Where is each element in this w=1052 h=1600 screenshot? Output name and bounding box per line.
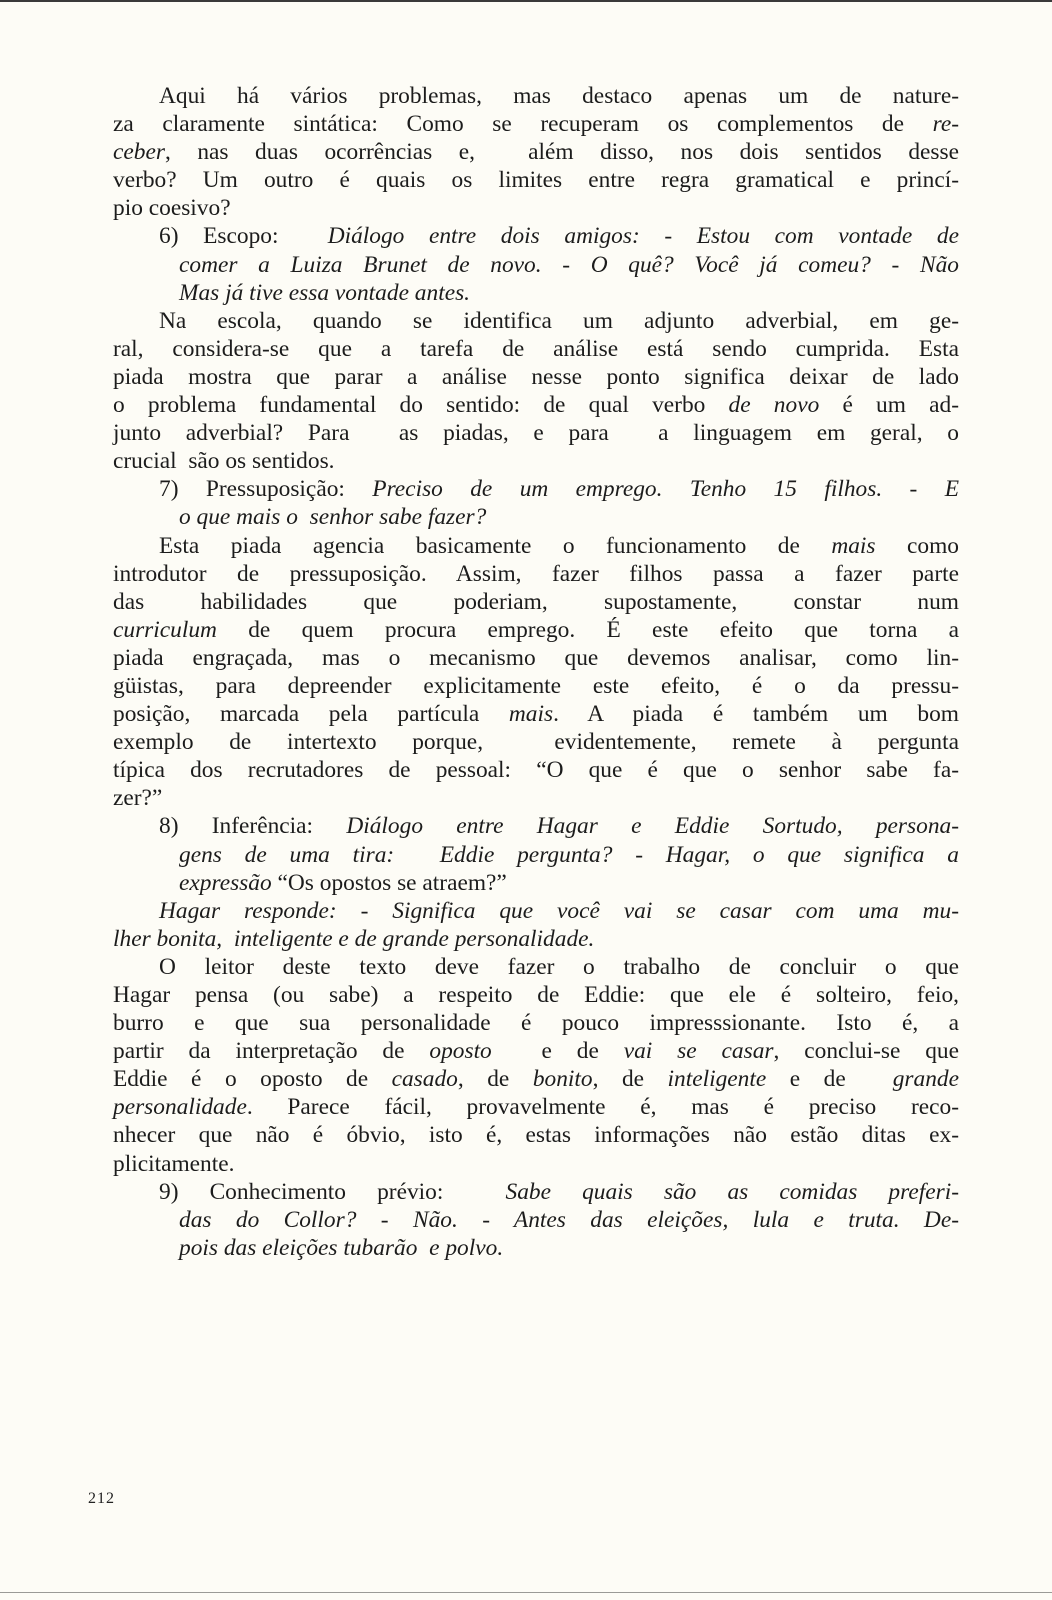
text-line bbox=[113, 532, 959, 560]
text-run: é um ad- bbox=[819, 392, 959, 419]
text-line bbox=[113, 279, 959, 307]
text-line bbox=[113, 1150, 959, 1178]
text-run: o problema fundamental do sentido: de qual verbo bbox=[113, 392, 729, 419]
text-line bbox=[113, 616, 959, 644]
italic-text-run: o que mais o senhor sabe fazer? bbox=[179, 504, 487, 531]
text-line bbox=[113, 841, 959, 869]
text-run: , nas duas ocorrências e, além disso, nos dois sentidos desse bbox=[164, 139, 959, 166]
text-line bbox=[113, 756, 959, 784]
text-line bbox=[113, 897, 959, 925]
text-line bbox=[113, 1037, 959, 1065]
italic-text-run: ceber bbox=[113, 139, 165, 166]
text-run: como bbox=[875, 532, 959, 559]
text-line bbox=[113, 363, 959, 391]
text-run: piada engraçada, mas o mecanismo que devemos analisar, como lin- bbox=[113, 644, 959, 671]
italic-text-run: Diálogo entre dois amigos: - Estou com vontade de bbox=[327, 223, 959, 250]
text-line bbox=[113, 1009, 959, 1037]
text-line bbox=[113, 251, 959, 279]
text-run: O leitor deste texto deve fazer o trabalho de concluir o que bbox=[159, 953, 959, 980]
text-run: , conclui-se que bbox=[773, 1038, 960, 1065]
page-bottom-edge bbox=[0, 1592, 1052, 1593]
text-run: . A piada é também um bom bbox=[553, 701, 959, 728]
text-line bbox=[113, 1178, 959, 1206]
italic-text-run: bonito bbox=[532, 1066, 593, 1093]
text-line bbox=[113, 644, 959, 672]
text-line bbox=[113, 953, 959, 981]
text-run: verbo? Um outro é quais os limites entre regra gramatical e princí- bbox=[113, 167, 959, 194]
text-line bbox=[113, 503, 959, 531]
paragraph-pressuposicao-analysis bbox=[113, 532, 959, 813]
italic-text-run: curriculum bbox=[113, 616, 217, 643]
italic-text-run: personalidade bbox=[113, 1094, 247, 1121]
text-line bbox=[113, 1065, 959, 1093]
text-run: típica dos recrutadores de pessoal: “O que é que o senhor sabe fa- bbox=[113, 757, 959, 784]
item-6-escopo bbox=[113, 222, 959, 306]
text-line bbox=[113, 307, 959, 335]
text-run: güistas, para depreender explicitamente este efeito, é o da pressu- bbox=[113, 672, 959, 699]
text-line bbox=[113, 560, 959, 588]
text-run: burro e que sua personalidade é pouco impresssionante. Isto é, a bbox=[113, 1010, 959, 1037]
text-line bbox=[113, 812, 959, 840]
paragraph-complementos bbox=[113, 82, 959, 222]
text-run: plicitamente. bbox=[113, 1150, 235, 1177]
text-line bbox=[113, 784, 959, 812]
text-run: crucial são os sentidos. bbox=[113, 448, 335, 475]
text-run: . Parece fácil, provavelmente é, mas é preciso reco- bbox=[246, 1094, 959, 1121]
text-run: Aqui há vários problemas, mas destaco apenas um de nature- bbox=[159, 83, 959, 109]
text-run: nhecer que não é óbvio, isto é, estas informações não estão ditas ex- bbox=[113, 1122, 959, 1149]
italic-text-run: Diálogo entre Hagar e Eddie Sortudo, persona- bbox=[346, 813, 959, 840]
text-line bbox=[113, 475, 959, 503]
text-line bbox=[113, 1121, 959, 1149]
italic-text-run: grande bbox=[892, 1066, 960, 1093]
italic-text-run: das do Collor? - Não. - Antes das eleições, lula e truta. De- bbox=[179, 1206, 959, 1233]
text-run: das habilidades que poderiam, supostamente, constar num bbox=[113, 588, 959, 615]
text-run: Na escola, quando se identifica um adjunto adverbial, em ge- bbox=[159, 307, 959, 334]
italic-text-run: Mas já tive essa vontade antes. bbox=[179, 279, 471, 306]
italic-text-run: mais bbox=[831, 532, 876, 559]
italic-text-run: oposto bbox=[429, 1038, 492, 1065]
italic-text-run: pois das eleições tubarão e polvo. bbox=[179, 1234, 504, 1261]
text-line bbox=[113, 82, 959, 110]
text-line bbox=[113, 194, 959, 222]
text-run: , de bbox=[457, 1066, 533, 1093]
text-line bbox=[113, 869, 959, 897]
text-line bbox=[113, 222, 959, 250]
text-line bbox=[113, 981, 959, 1009]
text-run: e de bbox=[766, 1066, 893, 1093]
text-run: introdutor de pressuposição. Assim, fazer filhos passa a fazer parte bbox=[113, 560, 959, 587]
text-run: 7) Pressuposição: bbox=[159, 476, 373, 503]
text-line bbox=[113, 700, 959, 728]
text-line bbox=[113, 1093, 959, 1121]
italic-text-run: Hagar responde: - Significa que você vai se casar com uma mu- bbox=[159, 897, 959, 924]
text-run: za claramente sintática: Como se recuperam os complementos de bbox=[113, 111, 933, 138]
text-run: exemplo de intertexto porque, evidentemente, remete à pergunta bbox=[113, 729, 959, 756]
page-number: 212 bbox=[88, 1490, 115, 1507]
text-run: “Os opostos se atraem?” bbox=[271, 869, 507, 896]
text-run: ral, considera-se que a tarefa de análise está sendo cumprida. Esta bbox=[113, 335, 959, 362]
text-run: 9) Conhecimento prévio: bbox=[159, 1178, 506, 1205]
text-run: , de bbox=[592, 1066, 668, 1093]
italic-text-run: re- bbox=[932, 111, 959, 138]
text-run: piada mostra que parar a análise nesse ponto significa deixar de lado bbox=[113, 363, 959, 390]
text-line bbox=[113, 138, 959, 166]
text-line bbox=[113, 925, 959, 953]
text-line bbox=[113, 419, 959, 447]
text-line bbox=[113, 391, 959, 419]
italic-text-run: de novo bbox=[728, 392, 820, 419]
italic-text-run: inteligente bbox=[667, 1066, 767, 1093]
item-7-pressuposicao bbox=[113, 475, 959, 531]
italic-text-run: gens de uma tira: Eddie pergunta? - Hagar, o que significa a bbox=[179, 841, 959, 868]
text-run: partir da interpretação de bbox=[113, 1038, 430, 1065]
text-line bbox=[113, 588, 959, 616]
italic-text-run: comer a Luiza Brunet de novo. - O quê? Você já comeu? - Não bbox=[179, 251, 959, 278]
text-line bbox=[113, 728, 959, 756]
page-body bbox=[113, 82, 959, 1262]
text-line bbox=[113, 110, 959, 138]
text-line bbox=[113, 335, 959, 363]
text-run: pio coesivo? bbox=[113, 195, 231, 222]
text-run: Eddie é o oposto de bbox=[113, 1066, 392, 1093]
paragraph-inferencia-analysis bbox=[113, 953, 959, 1178]
italic-text-run: casado bbox=[391, 1066, 458, 1093]
text-line bbox=[113, 1206, 959, 1234]
text-line bbox=[113, 166, 959, 194]
text-run: zer?” bbox=[113, 785, 163, 812]
italic-text-run: expressão bbox=[179, 869, 272, 896]
text-run: de quem procura emprego. É este efeito que torna a bbox=[216, 616, 959, 643]
text-run: e de bbox=[491, 1038, 624, 1065]
text-run: Esta piada agencia basicamente o funcionamento de bbox=[159, 532, 832, 559]
italic-text-run: mais bbox=[508, 701, 554, 728]
item-8-inferencia bbox=[113, 812, 959, 896]
text-run: junto adverbial? Para as piadas, e para a linguagem em geral, o bbox=[113, 420, 959, 447]
text-line bbox=[113, 1234, 959, 1262]
italic-text-run: lher bonita, inteligente e de grande personalidade. bbox=[113, 925, 595, 952]
paragraph-adjunto-adverbial bbox=[113, 307, 959, 476]
item-9-conhecimento-previo bbox=[113, 1178, 959, 1262]
page-top-edge bbox=[0, 0, 1052, 2]
text-line bbox=[113, 447, 959, 475]
text-run: posição, marcada pela partícula bbox=[113, 701, 509, 728]
italic-text-run: Preciso de um emprego. Tenho 15 filhos. - E bbox=[372, 476, 959, 503]
italic-text-run: vai se casar bbox=[623, 1038, 774, 1065]
text-run: Hagar pensa (ou sabe) a respeito de Eddie: que ele é solteiro, feio, bbox=[113, 982, 959, 1008]
text-run: 8) Inferência: bbox=[159, 813, 347, 840]
text-run: 6) Escopo: bbox=[159, 223, 328, 250]
italic-text-run: Sabe quais são as comidas preferi- bbox=[505, 1178, 959, 1205]
quote-hagar-responde bbox=[113, 897, 959, 953]
text-line bbox=[113, 672, 959, 700]
